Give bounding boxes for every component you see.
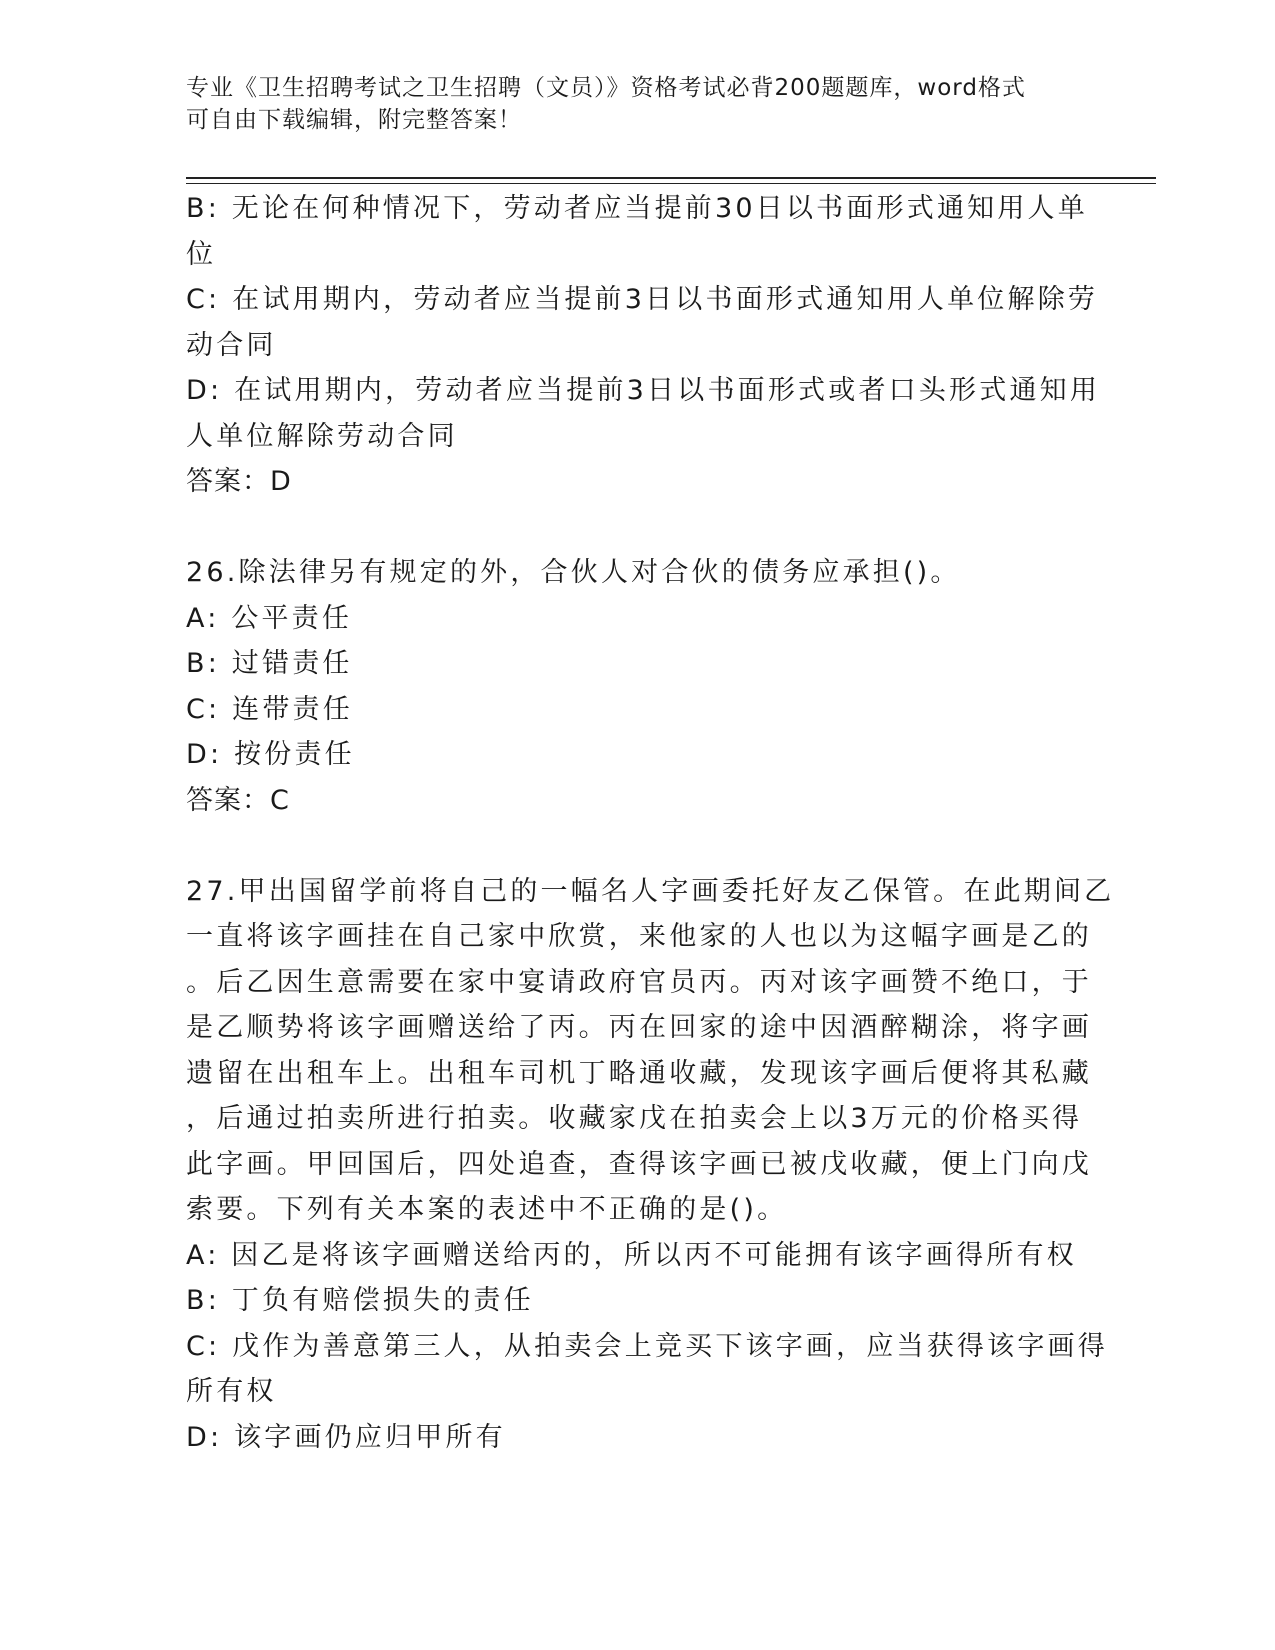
option-a: A: 公平责任 bbox=[186, 602, 353, 634]
option-b: B: 丁负有赔偿损失的责任 bbox=[186, 1285, 534, 1316]
question-26 bbox=[186, 550, 1086, 823]
answer-label: 答案：D bbox=[186, 466, 292, 497]
question-text-line-4: 是乙顺势将该字画赠送给了丙。丙在回家的途中因酒醉糊涂，将字画 bbox=[186, 1012, 1092, 1043]
option-c-line-1: C: 在试用期内，劳动者应当提前3日以书面形式通知用人单位解除劳 bbox=[186, 284, 1099, 315]
option-b-line-1: B: 无论在何种情况下，劳动者应当提前30日以书面形式通知用人单 bbox=[186, 193, 1088, 224]
spacer bbox=[186, 823, 1086, 869]
option-d: D: 按份责任 bbox=[186, 739, 355, 770]
question-25-continued bbox=[186, 186, 1101, 505]
question-text-line-7: 此字画。甲回国后，四处追查，查得该字画已被戊收藏，便上门向戊 bbox=[186, 1148, 1092, 1180]
option-d-line-2: 人单位解除劳动合同 bbox=[186, 420, 458, 452]
question-text-line-6: ，后通过拍卖所进行拍卖。收藏家戊在拍卖会上以3万元的价格买得 bbox=[186, 1103, 1083, 1134]
option-d-line-1: D: 在试用期内，劳动者应当提前3日以书面形式或者口头形式通知用 bbox=[186, 375, 1101, 406]
option-a: A: 因乙是将该字画赠送给丙的，所以丙不可能拥有该字画得所有权 bbox=[186, 1239, 1077, 1271]
question-text-line-2: 一直将该字画挂在自己家中欣赏，来他家的人也以为这幅字画是乙的 bbox=[186, 921, 1092, 952]
option-b: B: 过错责任 bbox=[186, 648, 353, 679]
option-c-line-2: 所有权 bbox=[186, 1376, 277, 1407]
option-c-line-1: C: 戊作为善意第三人，从拍卖会上竞买下该字画，应当获得该字画得 bbox=[186, 1330, 1108, 1362]
header-divider-thick bbox=[186, 177, 1156, 179]
question-text-line-5: 遗留在出租车上。出租车司机丁略通收藏，发现该字画后便将其私藏 bbox=[186, 1057, 1092, 1089]
option-c-line-2: 动合同 bbox=[186, 329, 277, 361]
option-b-line-2: 位 bbox=[186, 238, 217, 270]
header-divider-thin bbox=[186, 183, 1156, 184]
option-d: D: 该字画仍应归甲所有 bbox=[186, 1421, 506, 1453]
answer-label: 答案：C bbox=[186, 784, 290, 816]
document-body bbox=[186, 186, 1115, 1460]
question-27 bbox=[186, 869, 1115, 1461]
question-text-line-3: 。后乙因生意需要在家中宴请政府官员丙。丙对该字画赞不绝口，于 bbox=[186, 966, 1092, 998]
question-text: 26.除法律另有规定的外，合伙人对合伙的债务应承担()。 bbox=[186, 557, 961, 588]
question-text-line-8: 索要。下列有关本案的表述中不正确的是()。 bbox=[186, 1194, 788, 1225]
header-line-1: 专业《卫生招聘考试之卫生招聘（文员）》资格考试必背200题题库，word格式 bbox=[186, 75, 1026, 101]
document-header bbox=[186, 72, 1066, 136]
header-line-2: 可自由下载编辑，附完整答案！ bbox=[186, 107, 522, 133]
spacer bbox=[186, 505, 1086, 551]
option-c: C: 连带责任 bbox=[186, 693, 353, 725]
question-text-line-1: 27.甲出国留学前将自己的一幅名人字画委托好友乙保管。在此期间乙 bbox=[186, 875, 1115, 907]
